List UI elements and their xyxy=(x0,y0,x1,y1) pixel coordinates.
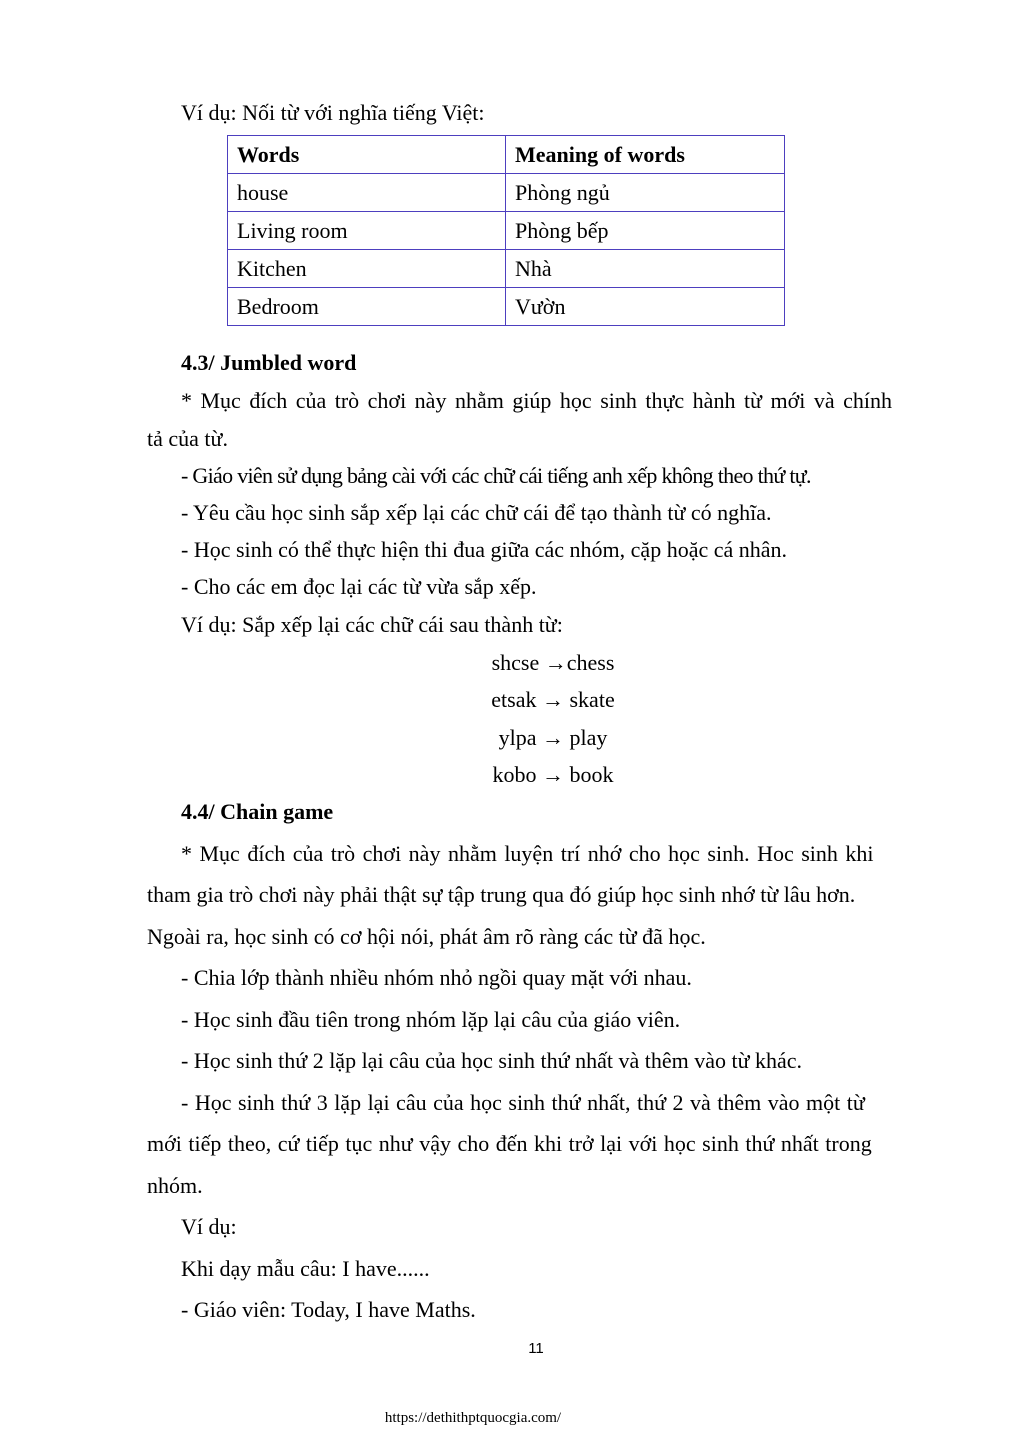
purpose-text: Ngoài ra, học sinh có cơ hội nói, phát âm rõ ràng các từ đã học. xyxy=(147,924,706,949)
table-cell-word: house xyxy=(228,174,506,212)
table-header-meaning: Meaning of words xyxy=(506,136,785,174)
step-text: - Cho các em đọc lại các từ vừa sắp xếp. xyxy=(181,574,537,599)
purpose-text: * Mục đích của trò chơi này nhằm luyện trí nhớ cho học sinh. Hoc sinh khi xyxy=(181,841,874,866)
table-cell-meaning: Nhà xyxy=(506,250,785,288)
step-text: - Chia lớp thành nhiều nhóm nhỏ ngồi quay mặt với nhau. xyxy=(181,965,692,990)
section-heading-jumbled-word: 4.3/ Jumbled word xyxy=(181,350,357,375)
jumbled-pair: ylpa → play xyxy=(498,725,608,750)
step-text: mới tiếp theo, cứ tiếp tục như vậy cho đến khi trở lại với học sinh thứ nhất trong xyxy=(147,1131,872,1156)
table-header-words: Words xyxy=(228,136,506,174)
table-cell-word: Living room xyxy=(228,212,506,250)
example-label: Ví dụ: xyxy=(181,1214,237,1239)
step-text: - Học sinh thứ 2 lặp lại câu của học sinh thứ nhất và thêm vào từ khác. xyxy=(181,1048,803,1073)
page-number: 11 xyxy=(528,1340,544,1357)
table-row xyxy=(228,212,785,250)
table-cell-word: Kitchen xyxy=(228,250,506,288)
purpose-text: tả của từ. xyxy=(147,426,228,451)
step-text: - Học sinh có thể thực hiện thi đua giữa các nhóm, cặp hoặc cá nhân. xyxy=(181,537,788,562)
table-header-row xyxy=(228,136,785,174)
sentence-pattern: Khi dạy mẫu câu: I have...... xyxy=(181,1256,430,1281)
teacher-line: - Giáo viên: Today, I have Maths. xyxy=(181,1297,476,1322)
step-text: nhóm. xyxy=(147,1173,203,1198)
jumbled-pair: shcse →chess xyxy=(491,650,615,675)
table-row xyxy=(228,288,785,326)
table-cell-word: Bedroom xyxy=(228,288,506,326)
table-cell-meaning: Phòng bếp xyxy=(506,212,785,250)
step-text: - Học sinh đầu tiên trong nhóm lặp lại câu của giáo viên. xyxy=(181,1007,681,1032)
jumbled-pair: kobo → book xyxy=(492,762,614,787)
table-row xyxy=(228,174,785,212)
example-label: Ví dụ: Sắp xếp lại các chữ cái sau thành từ: xyxy=(181,612,563,637)
table-cell-meaning: Phòng ngủ xyxy=(506,174,785,212)
purpose-text: * Mục đích của trò chơi này nhằm giúp học sinh thực hành từ mới và chính xyxy=(181,388,892,413)
vocab-table xyxy=(227,135,785,326)
section-heading-chain-game: 4.4/ Chain game xyxy=(181,799,334,824)
step-text: - Học sinh thứ 3 lặp lại câu của học sinh thứ nhất, thứ 2 và thêm vào một từ xyxy=(181,1090,865,1115)
table-row xyxy=(228,250,785,288)
step-text: - Yêu cầu học sinh sắp xếp lại các chữ cái để tạo thành từ có nghĩa. xyxy=(181,500,772,525)
intro-example: Ví dụ: Nối từ với nghĩa tiếng Việt: xyxy=(181,100,485,125)
purpose-text: tham gia trò chơi này phải thật sự tập trung qua đó giúp học sinh nhớ từ lâu hơn. xyxy=(147,882,856,907)
step-text: - Giáo viên sử dụng bảng cài với các chữ cái tiếng anh xếp không theo thứ tự. xyxy=(181,463,811,488)
table-cell-meaning: Vườn xyxy=(506,288,785,326)
jumbled-pair: etsak → skate xyxy=(491,687,615,712)
footer-url[interactable]: https://dethithptquocgia.com/ xyxy=(384,1410,562,1426)
